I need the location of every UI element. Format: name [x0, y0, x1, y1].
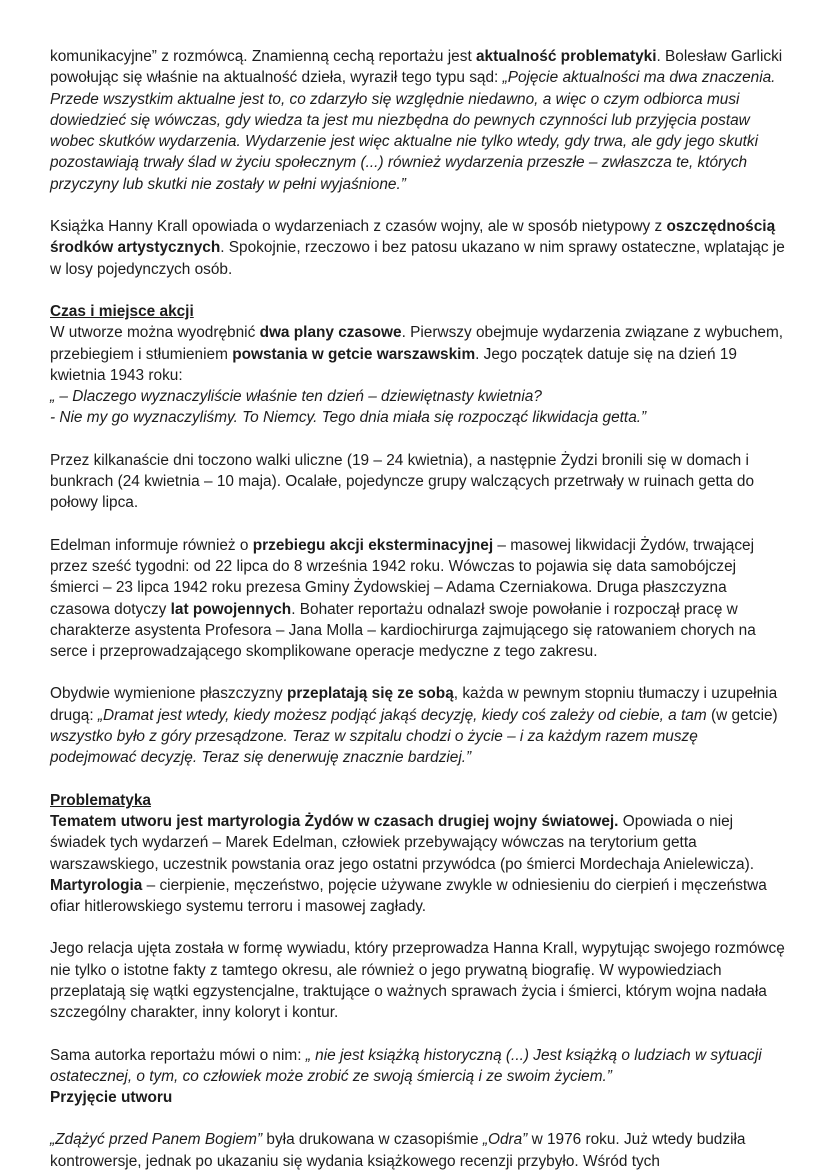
text: W utworze można wyodrębnić — [50, 324, 260, 342]
bold-term: dwa plany czasowe — [259, 324, 402, 342]
text: w 1976 roku. Już wtedy budziła kontrowersje, jednak po ukazaniu się wydania książkowego recenzji przybyło. Wśród tych — [50, 1131, 746, 1170]
text: , każda w pewnym stopniu tłumaczy i uzupełnia drugą: — [50, 685, 778, 724]
text: – cierpienie, męczeństwo, pojęcie używane zwykle w odniesieniu do cierpień i męczeństwa ofiar hitlerowskiego systemu terroru i masowej zagłady. — [50, 876, 767, 916]
text: Edelman informuje również o — [50, 536, 253, 554]
text: . Spokojnie, rzeczowo i bez patosu ukazano w nim sprawy ostateczne, wplatając je w losy pojedynczych osób. — [50, 239, 785, 278]
text: . Bolesław Garlicki powołując się właśnie na aktualność dzieła, wyraził tego typu sąd: — [50, 48, 783, 87]
quote: „Pojęcie aktualności ma dwa znaczenia. Przede wszystkim aktualne jest to, co zdarzyło się względnie niedawno, a więc o czym odbiorca musi dowiedzieć się wówczas, gdy wiedza ta jest mu niezbędna do pewnych czynności lub przyjęcia postaw wobec skutków wydarzenia. Wydarzenie jest więc aktualne nie tylko wtedy, gdy trwa, ale gdy jego skutki pozostawiają trwały ślad w życiu społecznym (...) również wydarzenia przeszłe – zwłaszcza te, których przyczyny lub skutki nie zostały w pełni wyjaśnione.” — [50, 69, 776, 193]
quote: „Zdążyć przed Panem Bogiem” — [50, 1131, 263, 1149]
paragraph-extermination — [50, 535, 788, 663]
section-heading-time-place: Czas i miejsce akcji — [50, 302, 194, 320]
text: . Bohater reportażu odnalazł swoje powołanie i rozpoczął pracę w charakterze asystenta Profesora – Jana Molla – kardiochirurga zajmującego się ratowaniem chorych na serce i przeprowadzającego skomplikowane operacje medyczne z tego zakresu. — [50, 600, 756, 661]
text: była drukowana w czasopiśmie — [262, 1131, 483, 1149]
section-heading-reception: Przyjęcie utworu — [50, 1089, 173, 1107]
section-heading-problematics: Problematyka — [50, 791, 151, 809]
paragraph-reception — [50, 1129, 788, 1172]
paragraph-book-intro — [50, 216, 788, 280]
quote: „Dramat jest wtedy, kiedy możesz podjąć jakąś decyzję, kiedy coś zależy od ciebie, a tam — [97, 706, 711, 724]
text: Książka Hanny Krall opowiada o wydarzeniach z czasów wojny, ale w sposób nietypowy z — [50, 218, 667, 236]
text: Obydwie wymienione płaszczyzny — [50, 685, 287, 703]
text: – masowej likwidacji Żydów, trwającej przez sześć tygodni: od 22 lipca do 8 września 1942 roku. Wówczas to pojawia się data samobójczej śmierci – 23 lipca 1942 roku prezesa Gminy Żydowskiej – Adama Czerniakowa. Druga płaszczyzna czasowa dotyczy — [50, 536, 754, 618]
paragraph-author-quote — [50, 1045, 788, 1088]
bold-term: lat powojennych — [170, 600, 292, 618]
bold-term: oszczędnością środków artystycznych — [50, 218, 776, 257]
text: (w getcie) — [710, 706, 778, 724]
quote: wszystko było z góry przesądzone. Teraz w szpitalu chodzi o życie – i za każdym razem muszę podejmować decyzję. Teraz się denerwuję znacznie bardziej.” — [50, 728, 698, 767]
quote: - Nie my go wyznaczyliśmy. To Niemcy. Tego dnia miała się rozpocząć likwidacja getta.” — [50, 409, 647, 427]
paragraph-time-plans — [50, 322, 788, 428]
bold-term: Tematem utworu jest martyrologia Żydów w czasach drugiej wojny światowej. — [50, 812, 619, 830]
text: komunikacyjne” z rozmówcą. Znamienną cechą reportażu jest — [50, 48, 476, 65]
quote: „ nie jest książką historyczną (...) Jest książką o ludziach w sytuacji ostatecznej, o tym, co człowiek może zrobić ze swoją śmiercią i ze swoim życiem.” — [50, 1046, 762, 1085]
bold-term: aktualność problematyki — [476, 48, 657, 65]
paragraph-martyrology — [50, 811, 788, 917]
paragraph-street-fights: Przez kilkanaście dni toczono walki uliczne (19 – 24 kwietnia), a następnie Żydzi bronili się w domach i bunkrach (24 kwietnia – 10 maja). Ocalałe, pojedyncze grupy walczących przetrwały w ruinach getta do połowy lipca. — [50, 451, 755, 512]
bold-term: Martyrologia — [50, 876, 143, 894]
paragraph-interview: Jego relacja ujęta została w formę wywiadu, który przeprowadza Hanna Krall, wypytując swojego rozmówcę nie tylko o istotne fakty z tamtego okresu, ale również o jego prywatną biografię. W wypowiedziach przeplatają się wątki egzystencjalne, traktujące o ważnych sprawach życia i śmierci, którym wojna nadała szczególny charakter, inny koloryt i kontur. — [50, 940, 785, 1022]
text: . Jego początek datuje się na dzień 19 kwietnia 1943 roku: — [50, 345, 737, 384]
bold-term: powstania w getcie warszawskim — [232, 345, 476, 363]
bold-term: przebiegu akcji eksterminacyjnej — [252, 536, 494, 554]
quote: „Odra” — [482, 1131, 528, 1149]
text: Opowiada o niej świadek tych wydarzeń – Marek Edelman, człowiek przebywający wówczas na terytorium getta warszawskiego, uczestnik powstania oraz jego ostatni przywódca (po śmierci Mordechaja Anielewicza). — [50, 812, 755, 873]
paragraph-actuality — [50, 46, 788, 195]
bold-term: przeplatają się ze sobą — [286, 685, 454, 703]
quote: „ – Dlaczego wyznaczyliście właśnie ten dzień – dziewiętnasty kwietnia? — [50, 388, 542, 406]
text: Sama autorka reportażu mówi o nim: — [50, 1046, 306, 1064]
paragraph-interweaving — [50, 683, 788, 768]
text: . Pierwszy obejmuje wydarzenia związane z wybuchem, przebiegiem i stłumieniem — [50, 324, 784, 363]
